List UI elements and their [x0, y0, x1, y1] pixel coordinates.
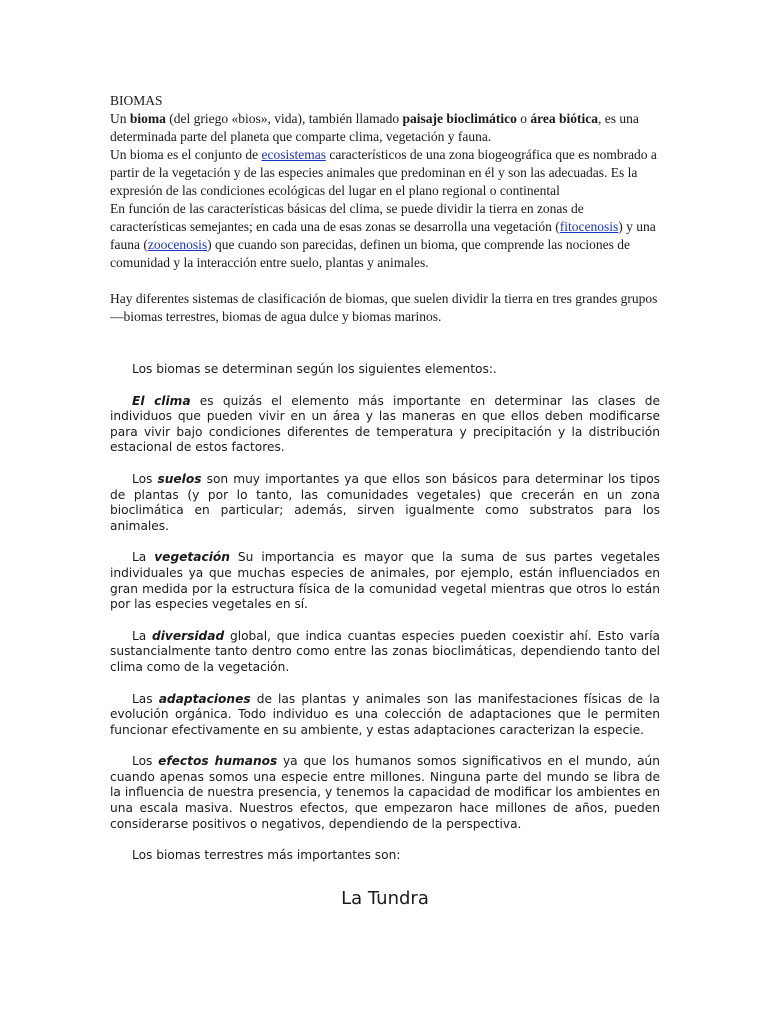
- term-efectos-humanos: efectos humanos: [158, 754, 278, 769]
- document-page: [110, 92, 660, 909]
- fitocenosis-link[interactable]: fitocenosis: [559, 219, 619, 234]
- clasificacion-paragraph: Hay diferentes sistemas de clasificación de biomas, que suelen dividir la tierra en tres grandes grupos —biomas terrestres, biomas de agua dulce y biomas marinos.: [110, 291, 658, 324]
- document-heading: BIOMAS: [110, 93, 163, 108]
- zoocenosis-link[interactable]: zoocenosis: [147, 237, 208, 252]
- diversidad-paragraph: La diversidad global, que indica cuantas especies pueden coexistir ahí. Esto varía sustancialmente tanto dentro como entre las zonas bioclimáticas, dependiendo tanto del clima como de la vegetación.: [110, 628, 660, 674]
- bioma-definition-paragraph: Un bioma (del griego «bios», vida), también llamado paisaje bioclimático o área biótica, es una determinada parte del planeta que comparte clima, vegetación y fauna.: [110, 111, 639, 144]
- adaptaciones-paragraph: Las adaptaciones de las plantas y animales son las manifestaciones físicas de la evolución orgánica. Todo individuo es una colección de adaptaciones que le permiten funcionar efectivamente en su ambiente, y estas adaptaciones caracterizan la especie.: [110, 691, 660, 737]
- intro-section: [110, 92, 660, 326]
- section-title-tundra: La Tundra: [341, 887, 429, 909]
- term-diversidad: diversidad: [152, 628, 225, 643]
- elements-lead: Los biomas se determinan según los siguientes elementos:.: [132, 362, 497, 376]
- term-adaptaciones: adaptaciones: [158, 691, 251, 706]
- efectos-humanos-paragraph: Los efectos humanos ya que los humanos somos significativos en el mundo, aún cuando apenas somos una especie entre millones. Ninguna parte del mundo se libra de la influencia de nuestra presencia, y tenemos la capacidad de modificar los ambientes en una escala masiva. Nuestros efectos, que empezaron hace millones de años, pueden considerarse positivos o negativos, dependiendo de la perspectiva.: [110, 754, 660, 831]
- elements-section: [110, 362, 660, 864]
- paragraph-spacer: [110, 272, 660, 290]
- clima-paragraph: El clima es quizás el elemento más importante en determinar las clases de individuos que pueden vivir en un área y las maneras en que ellos deben modificarse para vivir bajo condiciones diferentes de temperatura y precipitación y la distribución estacional de estos factores.: [110, 393, 661, 455]
- term-el-clima: El clima: [132, 393, 191, 408]
- vegetacion-paragraph: La vegetación Su importancia es mayor que la suma de sus partes vegetales individuales ya que muchas especies de animales, por ejemplo, están influenciados en gran medida por la estructura física de la comunidad vegetal mientras que otros lo están por las especies vegetales en sí.: [110, 550, 660, 612]
- biomas-terrestres-intro: Los biomas terrestres más importantes son:: [132, 848, 401, 863]
- clima-zonas-paragraph: En función de las características básicas del clima, se puede dividir la tierra en zonas de características semejantes; en cada una de esas zonas se desarrolla una vegetación (fitocenosis) y una fauna (zoocenosis) que cuando son parecidas, definen un bioma, que comprende las nociones de comunidad y la interacción entre suelo, plantas y animales.: [110, 201, 656, 270]
- suelos-paragraph: Los suelos son muy importantes ya que ellos son básicos para determinar los tipos de plantas (y por lo tanto, las comunidades vegetales) que crecerán en un zona bioclimática en particular; además, sirven igualmente como substratos para los animales.: [110, 471, 661, 533]
- term-bioma: bioma: [129, 111, 166, 126]
- term-vegetacion: vegetación: [154, 550, 230, 565]
- ecosistemas-paragraph: Un bioma es el conjunto de ecosistemas característicos de una zona biogeográfica que es nombrado a partir de la vegetación y de las especies animales que predominan en él y son las adecuadas. Es la expresión de las condiciones ecológicas del lugar en el plano regional o continental: [110, 147, 657, 198]
- ecosistemas-link[interactable]: ecosistemas: [261, 147, 326, 162]
- term-area-biotica: área biótica: [530, 111, 598, 126]
- term-suelos: suelos: [157, 471, 202, 486]
- term-paisaje-bioclimatico: paisaje bioclimático: [402, 111, 517, 126]
